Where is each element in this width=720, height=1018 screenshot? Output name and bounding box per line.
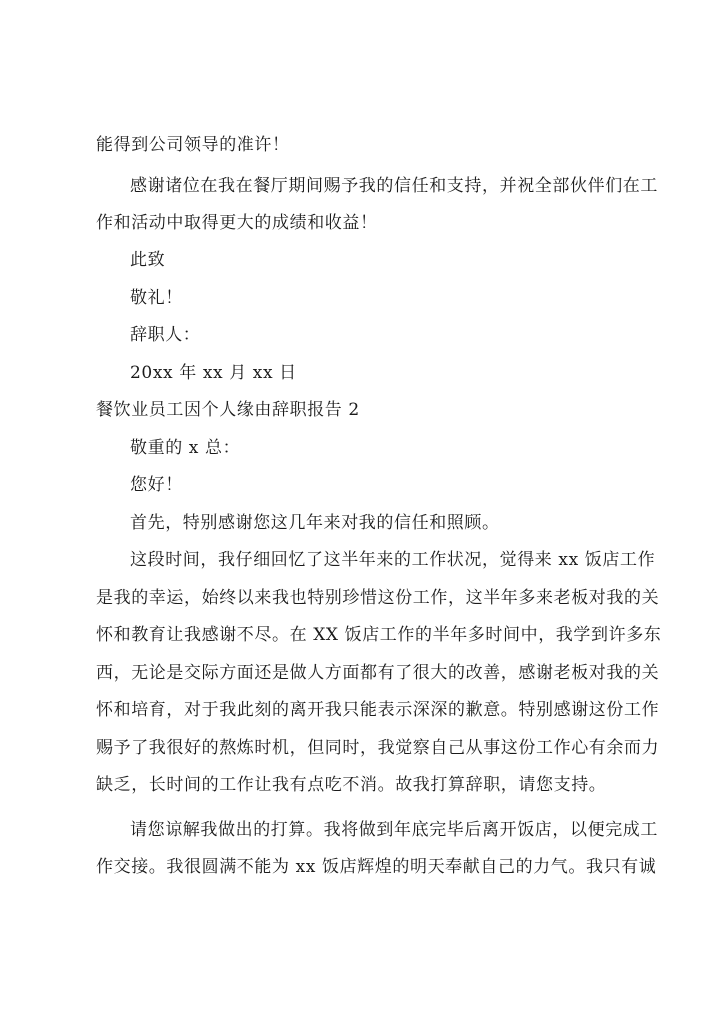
text-line: 作交接。我很圆满不能为 xx 饭店辉煌的明天奉献自己的力气。我只有诚: [96, 857, 657, 877]
text-line: 感谢诸位在我在餐厅期间赐予我的信任和支持，并祝全部伙伴们在工: [130, 176, 658, 196]
text-line: 请您谅解我做出的打算。我将做到年底完毕后离开饭店，以便完成工: [130, 820, 658, 840]
text-line: 是我的幸运，始终以来我也特别珍惜这份工作，这半年多来老板对我的关: [96, 588, 660, 608]
text-line: 缺乏，长时间的工作让我有点吃不消。故我打算辞职，请您支持。: [96, 775, 607, 795]
text-line: 这段时间，我仔细回忆了这半年来的工作状况，觉得来 xx 饭店工作: [130, 550, 656, 570]
greeting-recipient: 敬重的 x 总：: [130, 438, 241, 458]
closing-regards: 敬礼！: [130, 288, 183, 308]
greeting: 您好！: [130, 475, 183, 495]
text-line: 怀和培育，对于我此刻的离开我只能表示深深的歉意。特别感谢这份工作: [96, 700, 660, 720]
text-line: 赐予了我很好的熬炼时机，但同时，我觉察自己从事这份工作心有余而力: [96, 738, 660, 758]
signature-label: 辞职人：: [130, 325, 201, 345]
text-line: 能得到公司领导的准许！: [96, 135, 290, 155]
text-line: 怀和教育让我感谢不尽。在 XX 饭店工作的半年多时间中，我学到许多东: [96, 625, 662, 645]
text-line: 西，无论是交际方面还是做人方面都有了很大的改善，感谢老板对我的关: [96, 663, 660, 683]
closing-salutation: 此致: [130, 250, 166, 270]
text-line: 作和活动中取得更大的成绩和收益！: [96, 213, 378, 233]
text-line: 首先，特别感谢您这几年来对我的信任和照顾。: [130, 513, 500, 533]
date-line: 20xx 年 xx 月 xx 日: [130, 363, 297, 383]
section-title: 餐饮业员工因个人缘由辞职报告 2: [96, 400, 360, 420]
